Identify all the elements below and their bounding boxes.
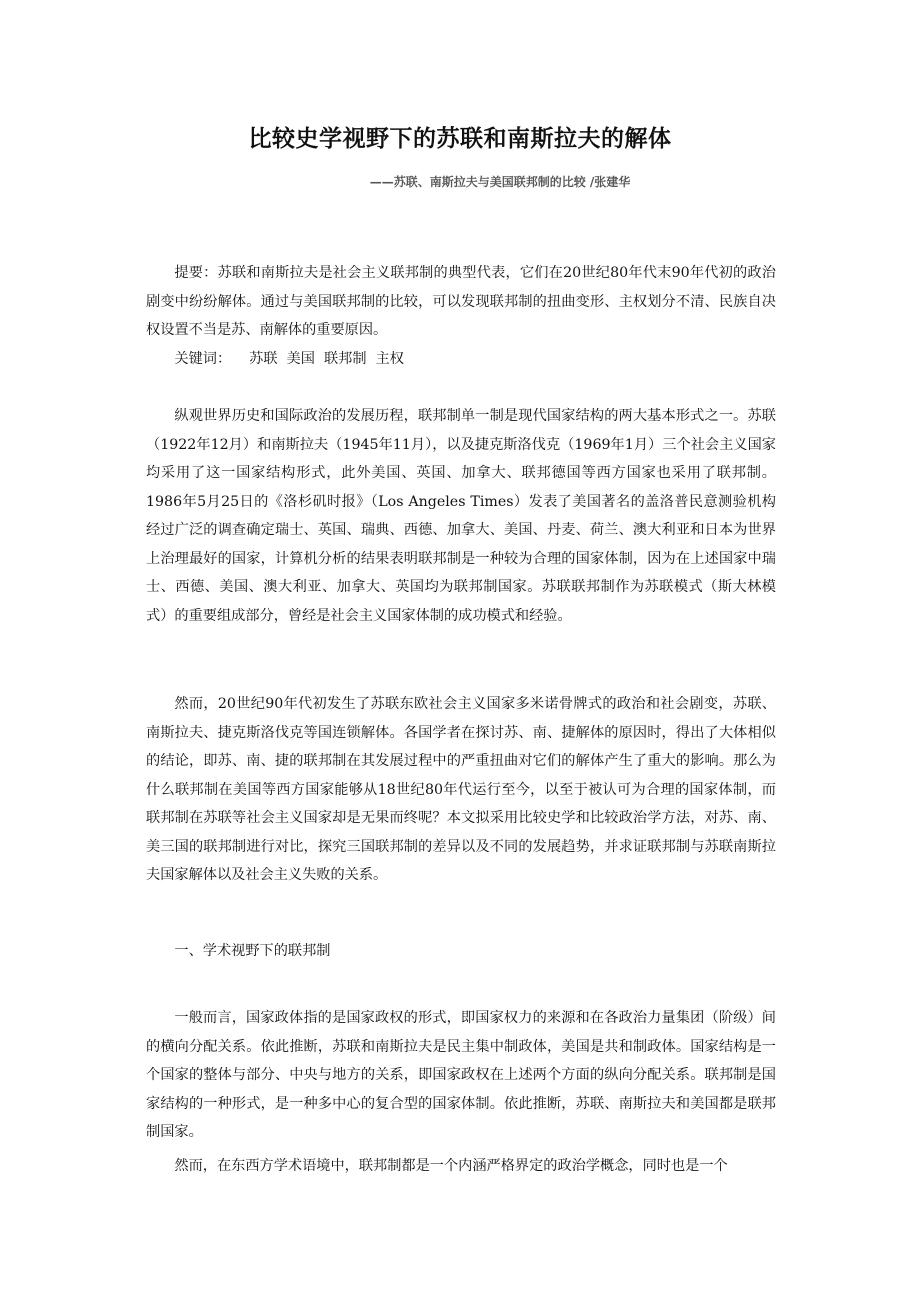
section-heading: 一、学术视野下的联邦制 [174, 943, 331, 959]
body-paragraph: 纵观世界历史和国际政治的发展历程，联邦制单一制是现代国家结构的两大基本形式之一。苏联（1922年12月）和南斯拉夫（1945年11月），以及捷克斯洛伐克（1969年1月）三个社会主义国家均采用了这一国家结构形式，此外美国、英国、加拿大、联邦德国等西方国家也采用了联邦制。1986年5月25日的《洛杉矶时报》（Los Angeles Times）发表了美国著名的盖洛普民意测验机构经过广泛的调查确定瑞士、英国、瑞典、西德、加拿大、美国、丹麦、荷兰、澳大利亚和日本为世界上治理最好的国家，计算机分析的结果表明联邦制是一种较为合理的国家体制，因为在上述国家中瑞士、西德、美国、澳大利亚、加拿大、英国均为联邦制国家。苏联联邦制作为苏联模式（斯大林模式）的重要组成部分，曾经是社会主义国家体制的成功模式和经验。 [146, 408, 776, 624]
document-title: 比较史学视野下的苏联和南斯拉夫的解体 [248, 126, 672, 152]
keywords-block [146, 345, 776, 374]
keywords-label: 关键词： [174, 351, 232, 367]
keywords-list: 苏联 美国 联邦制 主权 [249, 351, 404, 367]
section-heading-block [146, 937, 776, 966]
paragraph-block [146, 690, 776, 890]
paragraph-block [146, 1004, 776, 1147]
document-subtitle: ——苏联、南斯拉夫与美国联邦制的比较 /张建华 [369, 175, 631, 189]
body-paragraph: 然而，20世纪90年代初发生了苏联东欧社会主义国家多米诺骨牌式的政治和社会剧变，苏联、南斯拉夫、捷克斯洛伐克等国连锁解体。各国学者在探讨苏、南、捷解体的原因时，得出了大体相似的结论，即苏、南、捷的联邦制在其发展过程中的严重扭曲对它们的解体产生了重大的影响。那么为什么联邦制在美国等西方国家能够从18世纪80年代运行至今，以至于被认可为合理的国家体制，而联邦制在苏联等社会主义国家却是无果而终呢？本文拟采用比较史学和比较政治学方法，对苏、南、美三国的联邦制进行对比，探究三国联邦制的差异以及不同的发展趋势，并求证联邦制与苏联南斯拉夫国家解体以及社会主义失败的关系。 [146, 696, 776, 883]
keywords-line [146, 345, 776, 374]
body-paragraph: 一般而言，国家政体指的是国家政权的形式，即国家权力的来源和在各政治力量集团（阶级）间的横向分配关系。依此推断，苏联和南斯拉夫是民主集中制政体，美国是共和制政体。国家结构是一个国家的整体与部分、中央与地方的关系，即国家政权在上述两个方面的纵向分配关系。联邦制是国家结构的一种形式，是一种多中心的复合型的国家体制。依此推断，苏联、南斯拉夫和美国都是联邦制国家。 [146, 1010, 776, 1140]
abstract-paragraph: 提要：苏联和南斯拉夫是社会主义联邦制的典型代表，它们在20世纪80年代末90年代初的政治剧变中纷纷解体。通过与美国联邦制的比较，可以发现联邦制的扭曲变形、主权划分不清、民族自决权设置不当是苏、南解体的重要原因。 [146, 265, 776, 338]
paragraph-block [146, 1152, 776, 1181]
abstract-block [146, 259, 776, 345]
body-paragraph: 然而，在东西方学术语境中，联邦制都是一个内涵严格界定的政治学概念，同时也是一个 [174, 1158, 728, 1174]
paragraph-block [146, 402, 776, 630]
